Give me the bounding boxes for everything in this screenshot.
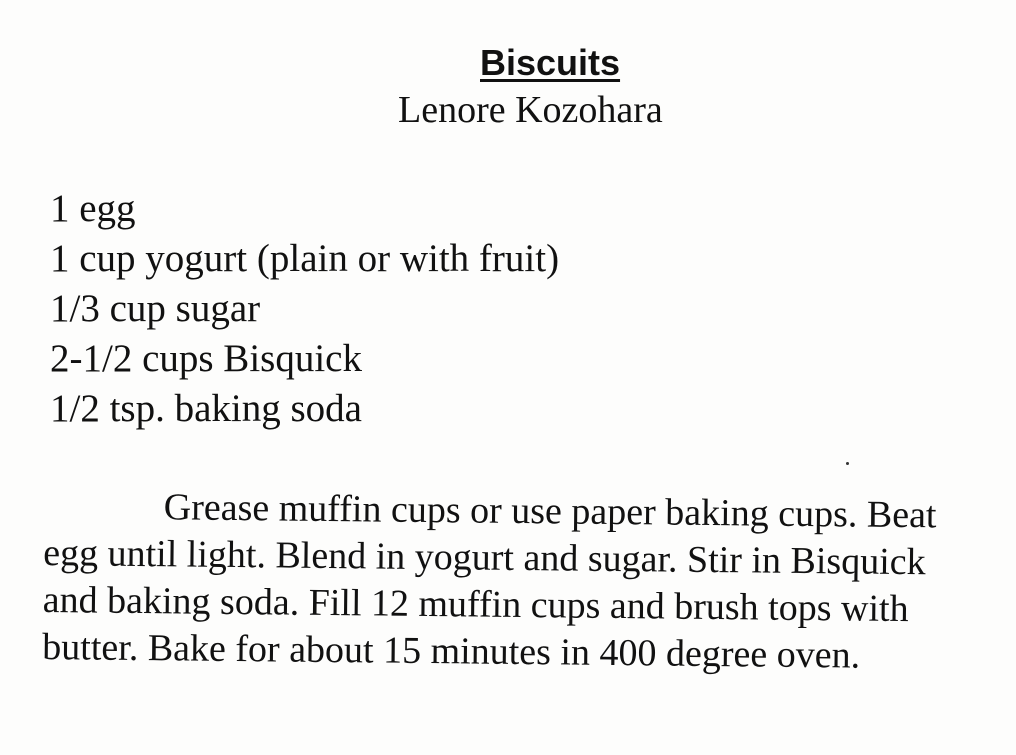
- ingredient-item: 2-1/2 cups Bisquick: [50, 337, 362, 380]
- recipe-author: Lenore Kozohara: [398, 89, 663, 131]
- ingredient-item: 1 egg: [50, 187, 136, 230]
- recipe-instructions: Grease muffin cups or use paper baking cups. Beat egg until light. Blend in yogurt and sugar. Stir in Bisquick and baking soda. Fill 12 muffin cups and brush tops with butter. Bake for about 15 minutes in 400 degree oven.: [42, 486, 937, 677]
- ingredient-item: 1/3 cup sugar: [50, 287, 261, 330]
- ingredient-list: [50, 184, 559, 434]
- recipe-title: Biscuits: [480, 42, 621, 83]
- ingredient-item: 1 cup yogurt (plain or with fruit): [50, 237, 560, 280]
- scan-speck: [846, 462, 849, 465]
- ingredient-item: 1/2 tsp. baking soda: [50, 387, 362, 430]
